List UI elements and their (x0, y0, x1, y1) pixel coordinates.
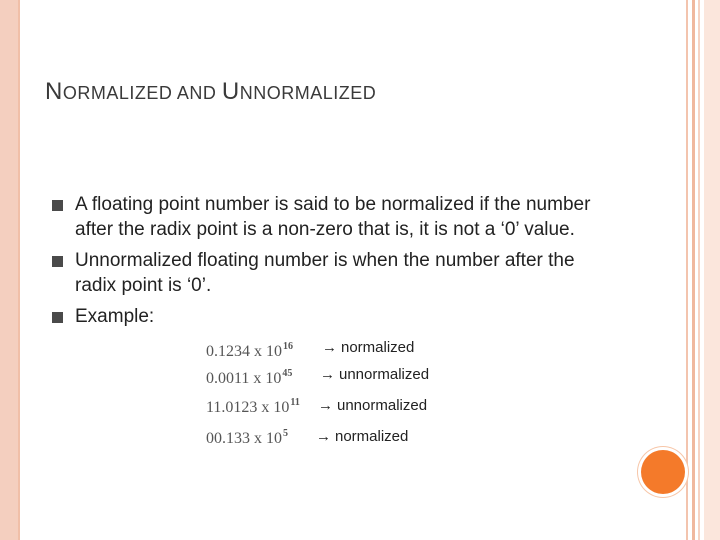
example-mantissa (206, 370, 292, 387)
result-text: unnormalized (339, 366, 430, 383)
right-stripe (698, 0, 700, 540)
example-number (206, 341, 293, 361)
exponent-text: 5 (283, 428, 288, 439)
bullet-square-icon (52, 200, 63, 211)
bullet-item (52, 248, 612, 298)
example-result (322, 339, 414, 356)
bullet-text: A floating point number is said to be normalized if the number after the radix point is a non-zero that is, it is not a ‘0’ value. (75, 194, 591, 240)
right-stripe (686, 0, 688, 540)
exponent-text: 45 (282, 368, 293, 379)
example-mantissa (206, 343, 293, 360)
title-part: N (45, 78, 63, 105)
result-text: normalized (335, 428, 409, 445)
example-number (206, 428, 288, 448)
mantissa-text: 11.0123 x 10 (206, 399, 290, 416)
title-part: NNORMALIZED (239, 83, 377, 103)
right-border-decoration (686, 0, 720, 540)
bullet-text: Unnormalized floating number is when the number after the radix point is ‘0’. (75, 250, 575, 296)
decorative-circle (641, 450, 685, 494)
bullet-square-icon (52, 256, 63, 267)
bullet-item (52, 304, 612, 329)
example-mantissa (206, 399, 300, 416)
slide-title (45, 78, 376, 106)
exponent-text: 16 (283, 341, 293, 352)
mantissa-text: 0.0011 x 10 (206, 370, 282, 387)
example-mantissa (206, 430, 288, 447)
mantissa-text: 00.133 x 10 (206, 430, 282, 447)
right-arrow-icon: → (320, 366, 335, 383)
right-arrow-icon: → (322, 339, 337, 356)
example-result (316, 428, 408, 445)
example-result (320, 366, 429, 383)
title-part: U (221, 78, 240, 105)
example-result (318, 397, 427, 414)
bullet-square-icon (52, 312, 63, 323)
bullet-list (52, 192, 612, 335)
bullet-item (52, 192, 612, 242)
title-part: ORMALIZED AND (62, 83, 222, 103)
right-arrow-icon: → (318, 397, 333, 414)
result-text: normalized (341, 339, 415, 356)
bullet-text: Example: (75, 306, 155, 327)
right-arrow-icon: → (316, 428, 331, 445)
example-number (206, 368, 292, 388)
right-stripe (704, 0, 720, 540)
result-text: unnormalized (337, 397, 428, 414)
left-border-decoration (0, 0, 20, 540)
mantissa-text: 0.1234 x 10 (206, 343, 282, 360)
exponent-text: 11 (290, 397, 300, 408)
right-stripe (692, 0, 695, 540)
example-number (206, 397, 300, 417)
